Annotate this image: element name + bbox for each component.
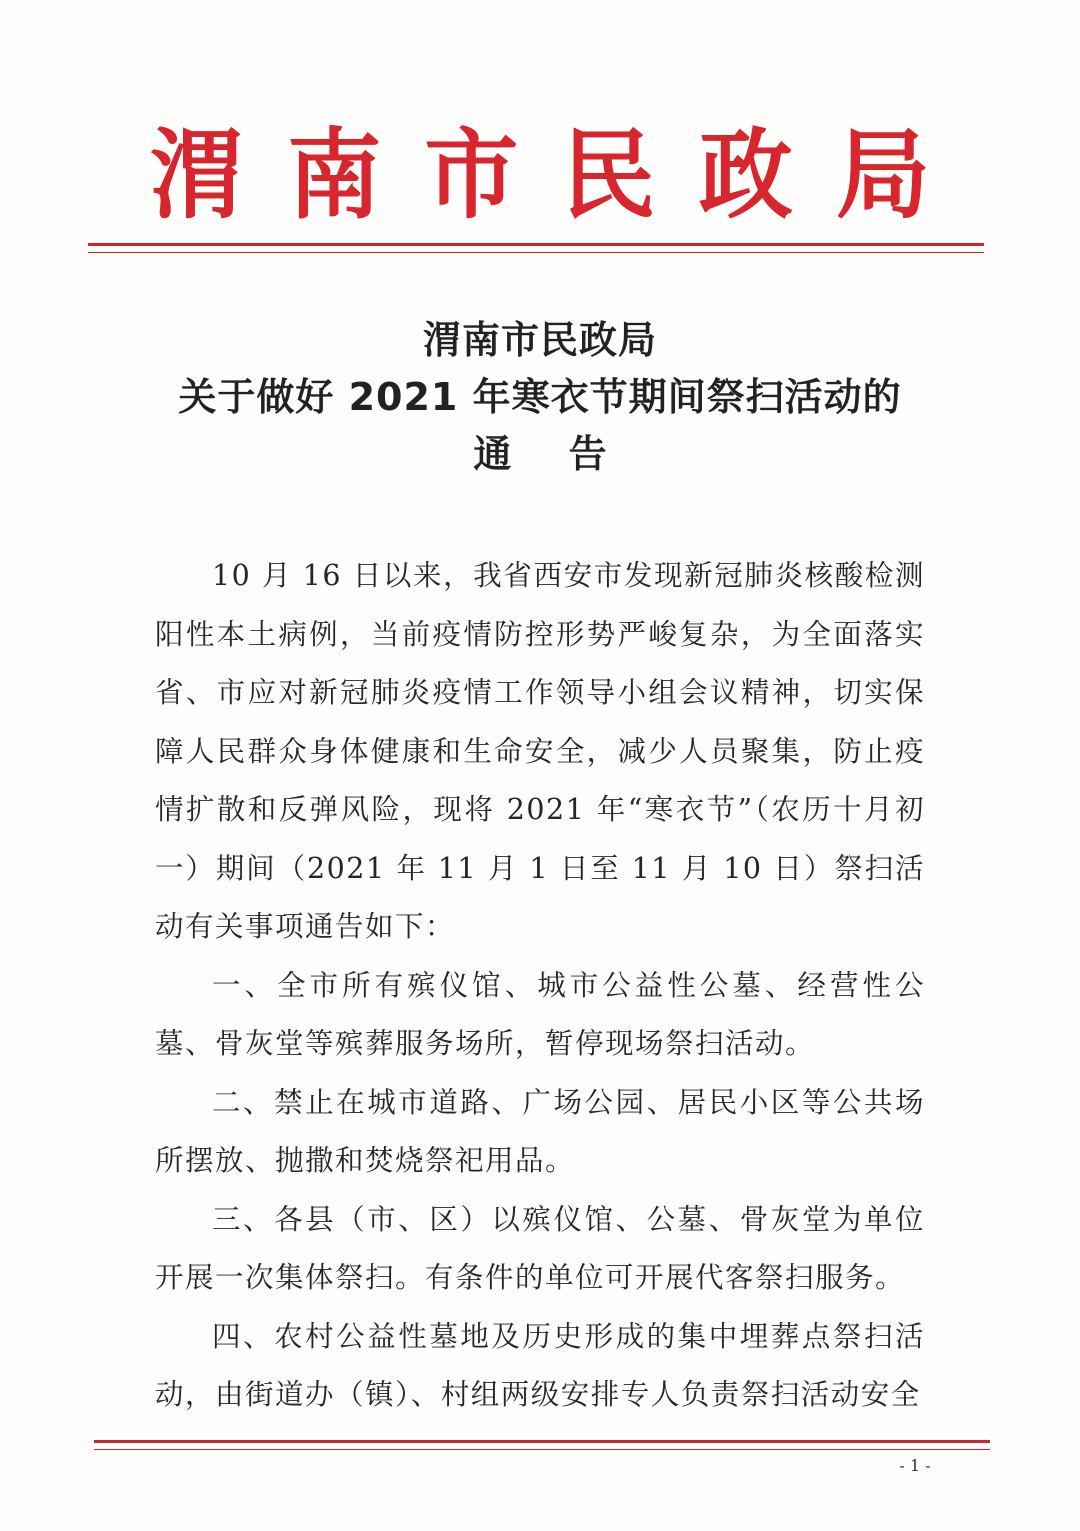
letterhead-rule-thin — [88, 252, 984, 253]
body-intro-paragraph: 10 月 16 日以来，我省西安市发现新冠肺炎核酸检测阳性本土病例，当前疫情防控形势严峻复杂，为全面落实省、市应对新冠肺炎疫情工作领导小组会议精神，切实保障人民群众身体健康和生命安全，减少人员聚集，防止疫情扩散和反弹风险，现将 2021 年“寒衣节”（农历十月初一）期间（2021 年 11 月 1 日至 11 月 10 日）祭扫活动有关事项通告如下： — [155, 559, 925, 943]
notice-body — [155, 547, 925, 1425]
footer-rule-thick — [94, 1440, 990, 1443]
letterhead-char: 局 — [835, 119, 930, 234]
letterhead-char: 民 — [561, 119, 656, 234]
notice-title — [90, 312, 990, 483]
title-doc-type: 通 告 — [473, 432, 629, 476]
letterhead-char: 市 — [424, 119, 519, 234]
body-item-1: 一、全市所有殡仪馆、城市公益性公墓、经营性公墓、骨灰堂等殡葬服务场所，暂停现场祭扫活动。 — [155, 968, 925, 1060]
body-item-3: 三、各县（市、区）以殡仪馆、公墓、骨灰堂为单位开展一次集体祭扫。有条件的单位可开展代客祭扫服务。 — [155, 1202, 925, 1294]
footer-rule-thin — [94, 1449, 990, 1450]
body-item-4: 四、农村公益性墓地及历史形成的集中埋葬点祭扫活动，由街道办（镇）、村组两级安排专人负责祭扫活动安全 — [155, 1319, 925, 1411]
title-issuer: 渭南市民政局 — [422, 318, 657, 362]
letterhead-char: 政 — [698, 119, 793, 234]
page-number: - 1 - — [899, 1456, 931, 1475]
letterhead-char: 渭 — [150, 119, 245, 234]
letterhead-rule-thick — [88, 243, 984, 246]
letterhead — [150, 119, 930, 234]
title-subject: 关于做好 2021 年寒衣节期间祭扫活动的 — [178, 375, 902, 419]
body-item-2: 二、禁止在城市道路、广场公园、居民小区等公共场所摆放、抛撒和焚烧祭祀用品。 — [155, 1085, 925, 1177]
letterhead-char: 南 — [287, 119, 382, 234]
